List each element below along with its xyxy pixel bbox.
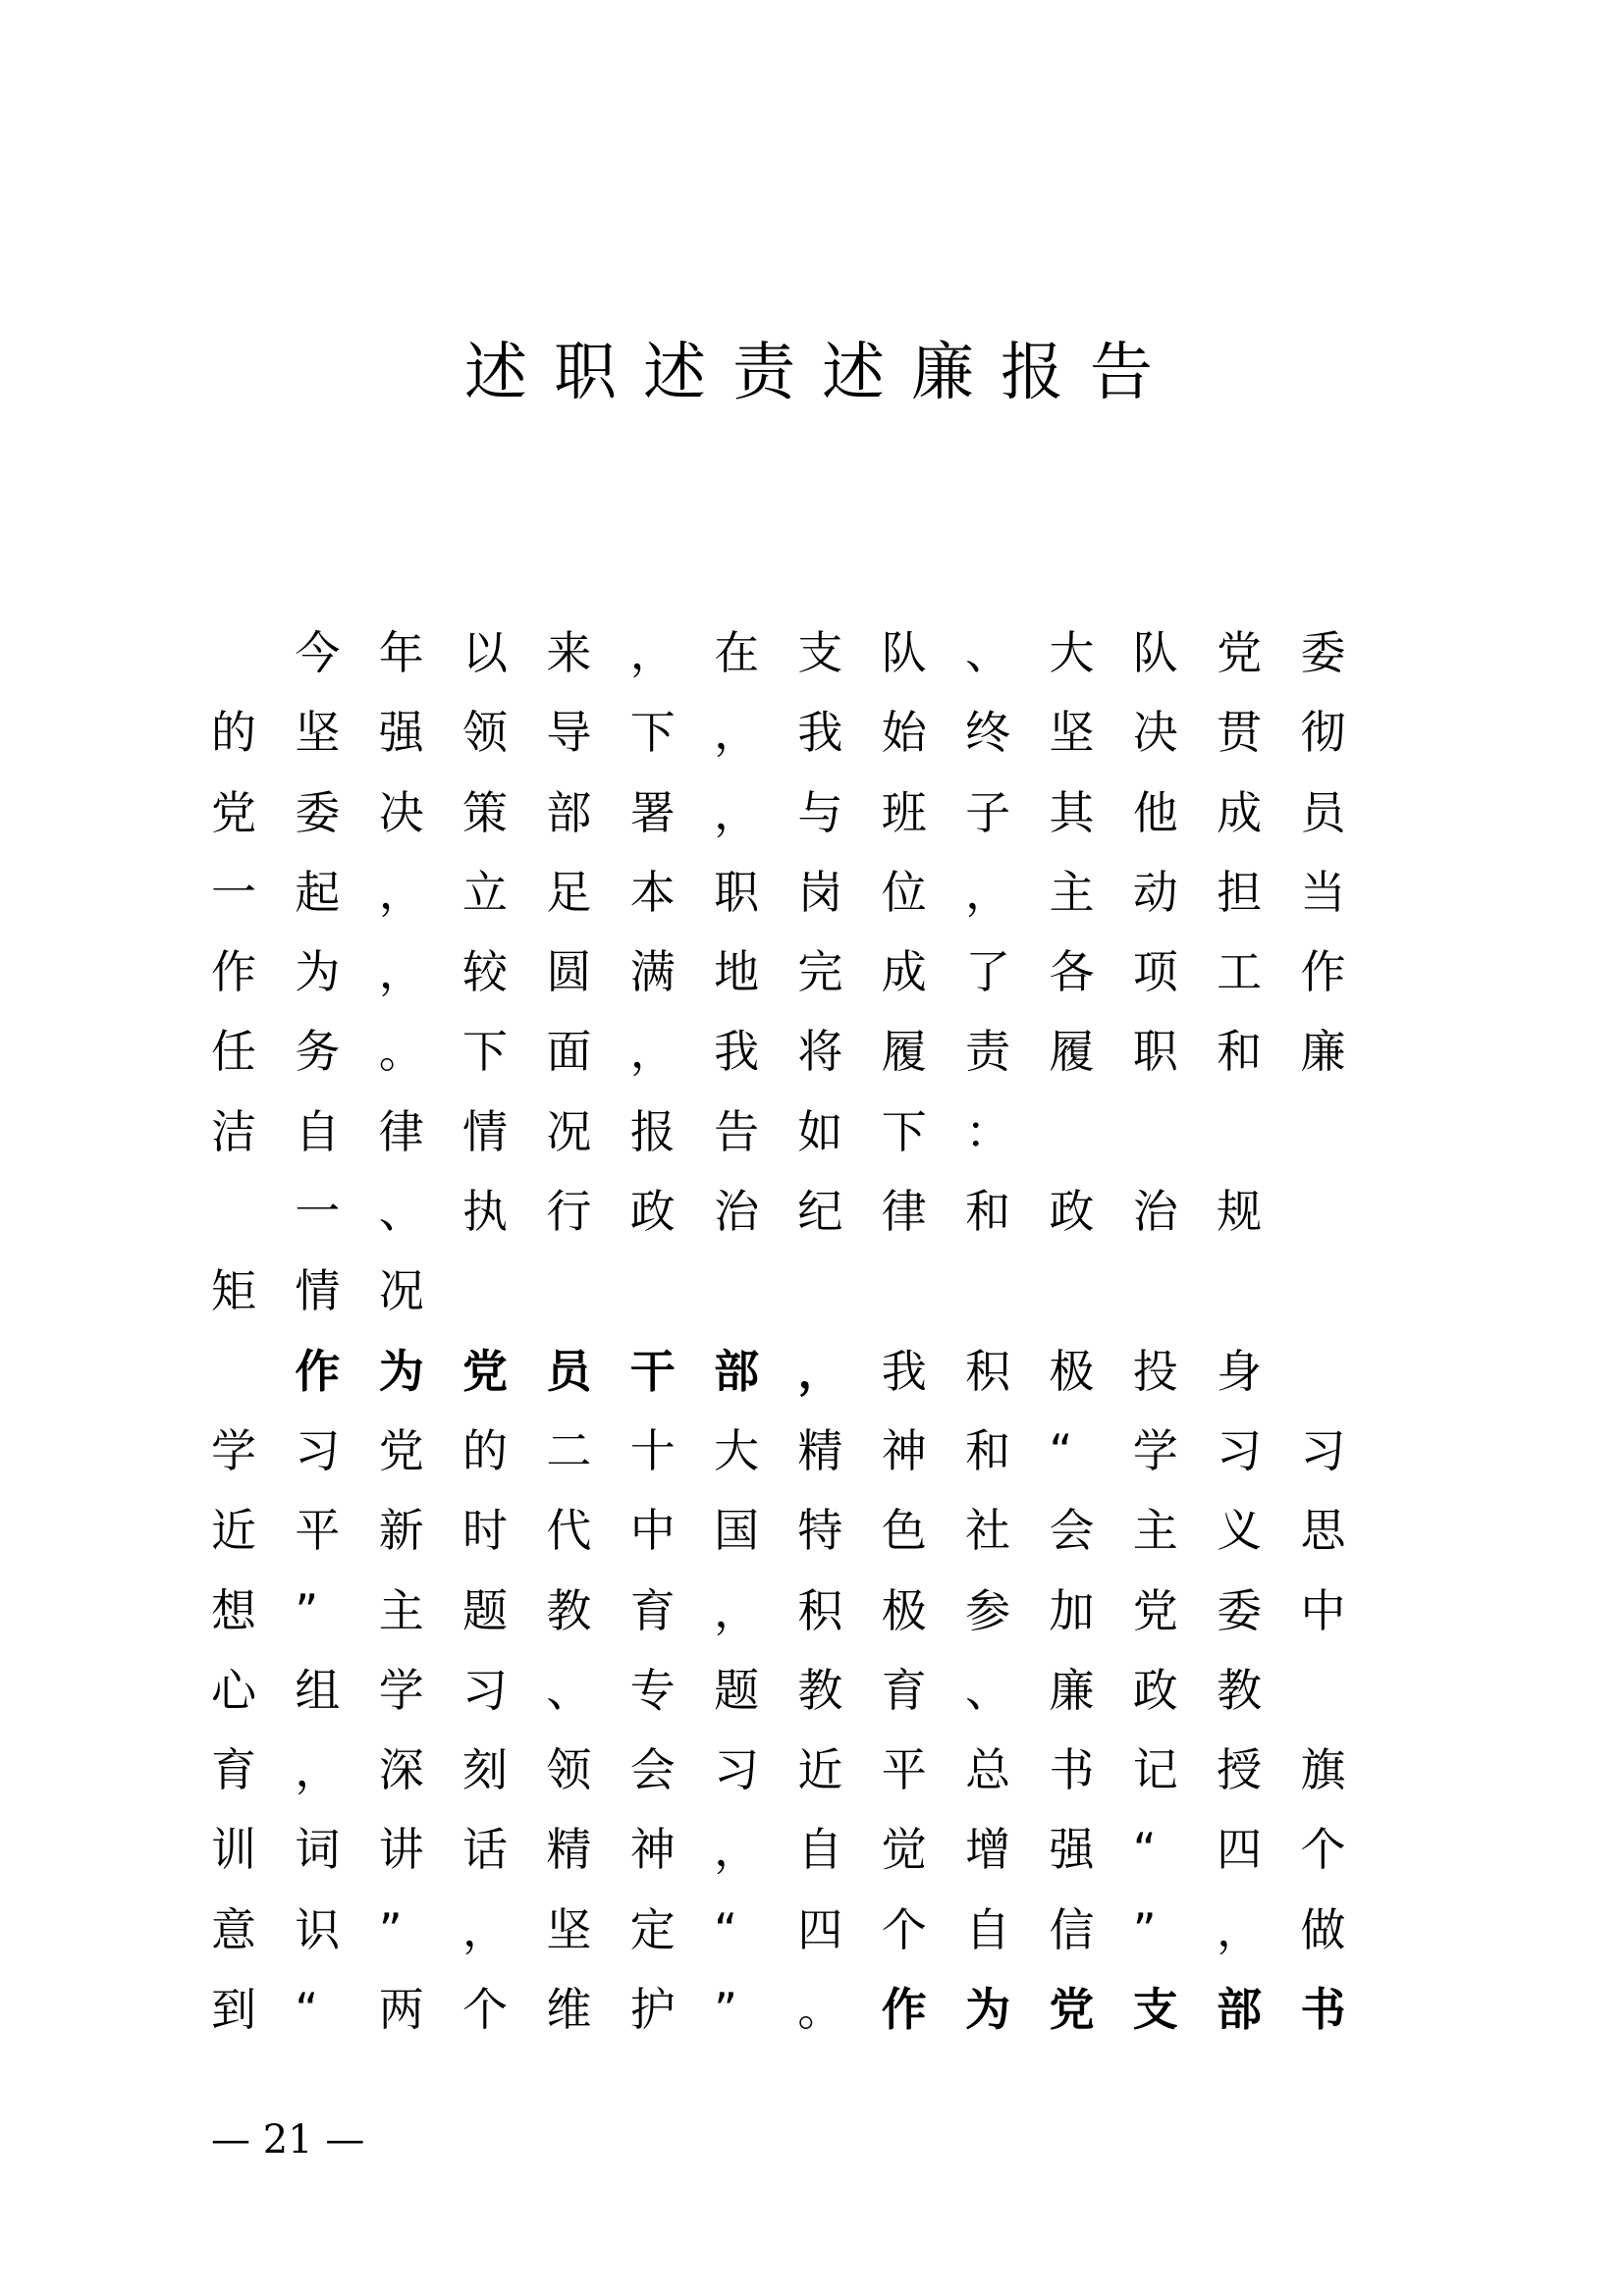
text-segment: 近 平 新 时 代 中 国 特 色 社 会 主 义 思: [211, 1504, 1346, 1558]
text-segment: 的 坚 强 领 导 下 ， 我 始 终 坚 决 贯 彻: [211, 706, 1346, 760]
text-segment: 矩 情 况: [211, 1264, 424, 1318]
body-line: [211, 1810, 1384, 1890]
text-segment: 意 识 ” ， 坚 定 “ 四 个 自 信 ” ， 做: [211, 1902, 1346, 1956]
text-segment: 洁 自 律 情 况 报 告 如 下 ：: [211, 1104, 1011, 1158]
text-segment: 我 积 极 投 身: [881, 1344, 1263, 1398]
text-segment: 育 ， 深 刻 领 会 习 近 平 总 书 记 授 旗: [211, 1743, 1346, 1797]
text-segment: 训 词 讲 话 精 神 ， 自 觉 增 强 “ 四 个: [211, 1823, 1346, 1877]
page-number: — 21 —: [211, 2117, 365, 2163]
body-line: [211, 1332, 1384, 1412]
document-title: 述职述责述廉报告: [464, 337, 1179, 409]
text-segment: 学 习 党 的 二 十 大 精 神 和 “ 学 习 习: [211, 1423, 1346, 1477]
body-line: [211, 1012, 1384, 1092]
body-line: [211, 1572, 1384, 1651]
body-line: [211, 1491, 1384, 1571]
report-body: [211, 614, 1384, 2050]
body-line: [211, 1651, 1384, 1731]
text-segment: 一 、 执 行 政 治 纪 律 和 政 治 规: [295, 1185, 1263, 1239]
body-line: [211, 1412, 1384, 1491]
body-line: [211, 1172, 1384, 1252]
text-segment: 党 委 决 策 部 署 ， 与 班 子 其 他 成 员: [211, 785, 1346, 839]
text-segment: 今 年 以 来 ， 在 支 队 、 大 队 党 委: [295, 626, 1346, 679]
text-segment: 一 起 ， 立 足 本 职 岗 位 ， 主 动 担 当: [211, 865, 1346, 919]
text-segment: 心 组 学 习 、 专 题 教 育 、 廉 政 教: [211, 1663, 1263, 1717]
body-line: [211, 853, 1384, 933]
body-line: [211, 1891, 1384, 1970]
body-line: [211, 933, 1384, 1012]
body-line: [211, 774, 1384, 853]
body-line: [211, 614, 1384, 693]
body-line: [211, 1970, 1384, 2050]
text-segment: 想 ” 主 题 教 育 ， 积 极 参 加 党 委 中: [211, 1583, 1346, 1637]
body-line: [211, 1252, 1384, 1331]
body-line: [211, 693, 1384, 773]
text-segment: 作 为 ， 较 圆 满 地 完 成 了 各 项 工 作: [211, 945, 1346, 999]
text-segment: 到 “ 两 个 维 护 ” 。: [211, 1983, 843, 2037]
body-line: [211, 1731, 1384, 1810]
bold-text-segment: 作 为 党 支 部 书: [881, 1983, 1346, 2037]
bold-text-segment: 作 为 党 员 干 部 ，: [295, 1344, 843, 1398]
text-segment: 任 务 。 下 面 ， 我 将 履 责 履 职 和 廉: [211, 1025, 1346, 1079]
body-line: [211, 1093, 1384, 1172]
